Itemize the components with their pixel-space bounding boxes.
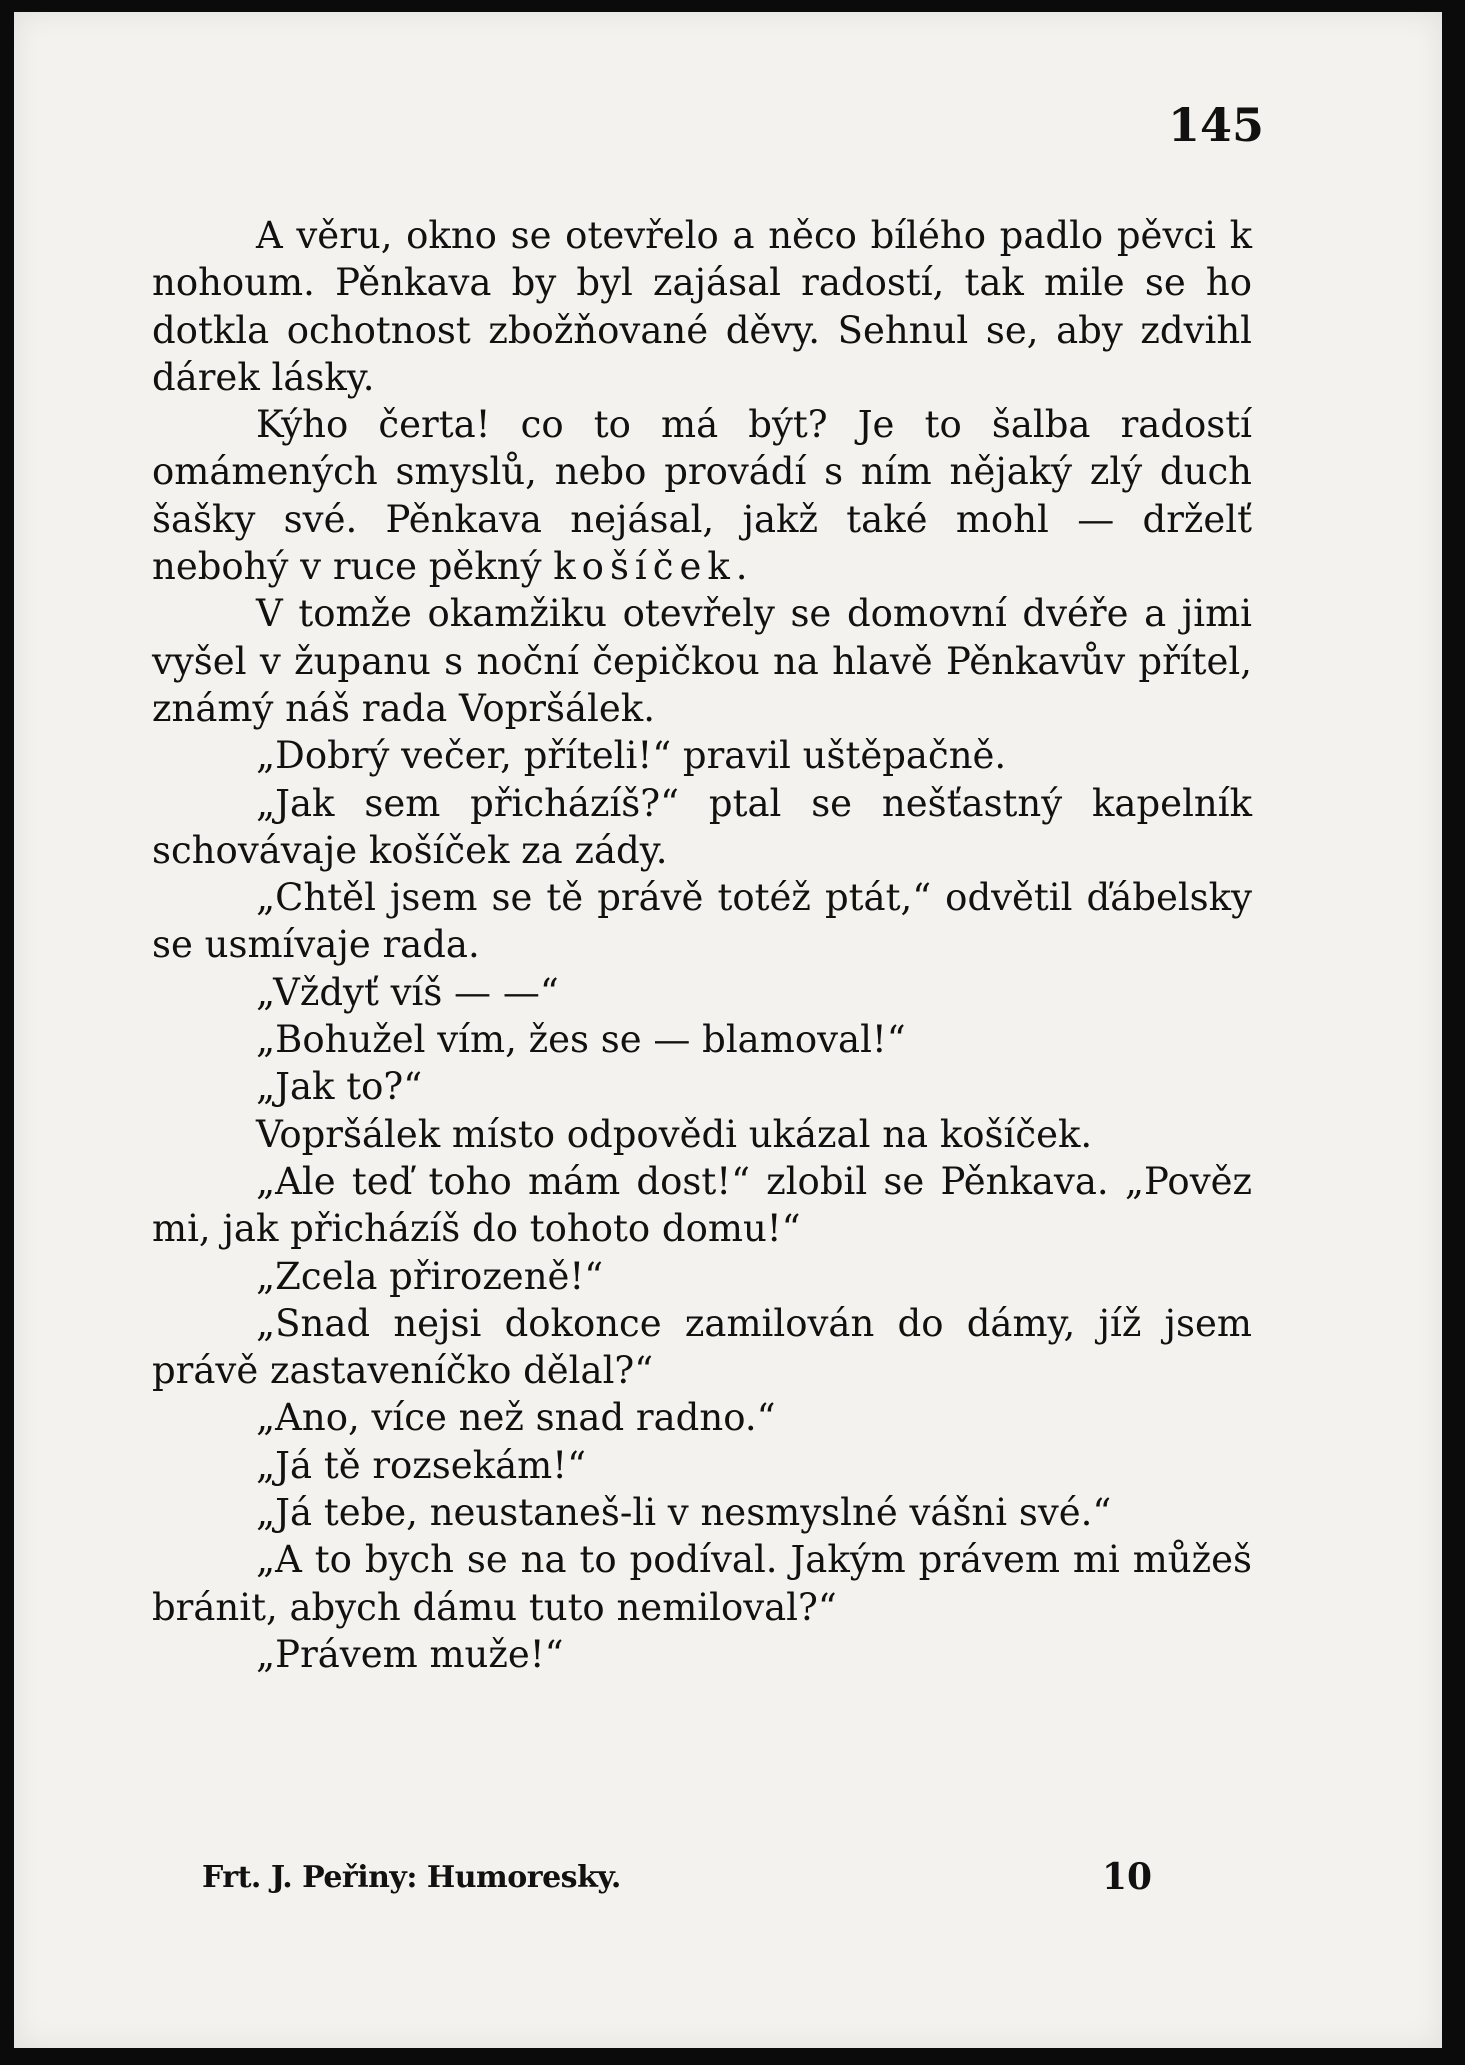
paragraph: „Já tě rozsekám!“ — [256, 1443, 587, 1487]
paragraph: „Bohužel vím, žes se — blamoval!“ — [256, 1018, 906, 1062]
paragraph: „Jak to?“ — [256, 1065, 423, 1109]
page-number: 145 — [1167, 98, 1264, 152]
paragraph-text: Kýho čerta! co to má být? Je to šalba radostí omámených smyslů, nebo provádí s ním nějaký zlý duch šašky své. Pěnkava nejásal, jakž také mohl — drželť nebohý v ruce pěkný — [152, 403, 1252, 589]
footer-signature: Frt. J. Peřiny: Humoresky. — [202, 1860, 621, 1895]
paragraph — [152, 401, 1252, 590]
paragraph: „Vždyť víš — —“ — [256, 970, 559, 1014]
paragraph: „Ale teď toho mám dost!“ zlobil se Pěnkava. „Pověz mi, jak přicházíš do tohoto domu!“ — [152, 1159, 1252, 1251]
body-text — [152, 212, 1252, 1678]
paragraph: „Právem muže!“ — [256, 1632, 564, 1676]
paragraph: Vopršálek místo odpovědi ukázal na košíček. — [256, 1112, 1093, 1156]
paragraph: A věru, okno se otevřelo a něco bílého padlo pěvci k nohoum. Pěnkava by byl zajásal radostí, tak mile se ho dotkla ochotnost zbožňované děvy. Sehnul se, aby zdvihl dárek lásky. — [152, 214, 1252, 399]
paragraph: „Jak sem přicházíš?“ ptal se nešťastný kapelník schovávaje košíček za zády. — [152, 781, 1252, 872]
paragraph: V tomže okamžiku otevřely se domovní dvéře a jimi vyšel v županu s noční čepičkou na hlavě Pěnkavův přítel, známý náš rada Vopršálek. — [152, 592, 1252, 730]
book-page — [14, 12, 1442, 2048]
paragraph: „Zcela přirozeně!“ — [256, 1254, 604, 1298]
paragraph: „Já tebe, neustaneš-li v nesmyslné vášni své.“ — [256, 1491, 1112, 1535]
spaced-word: košíček. — [553, 545, 754, 589]
paragraph: „Chtěl jsem se tě právě totéž ptát,“ odvětil ďábelsky se usmívaje rada. — [152, 876, 1252, 967]
footer-sheet-number: 10 — [1102, 1856, 1153, 1898]
paragraph: „A to bych se na to podíval. Jakým právem mi můžeš bránit, abych dámu tuto nemiloval?“ — [152, 1538, 1252, 1629]
paragraph: „Ano, více než snad radno.“ — [256, 1396, 776, 1440]
paragraph: „Snad nejsi dokonce zamilován do dámy, jíž jsem právě zastaveníčko dělal?“ — [152, 1301, 1252, 1393]
paragraph: „Dobrý večer, příteli!“ pravil uštěpačně. — [256, 734, 1007, 778]
